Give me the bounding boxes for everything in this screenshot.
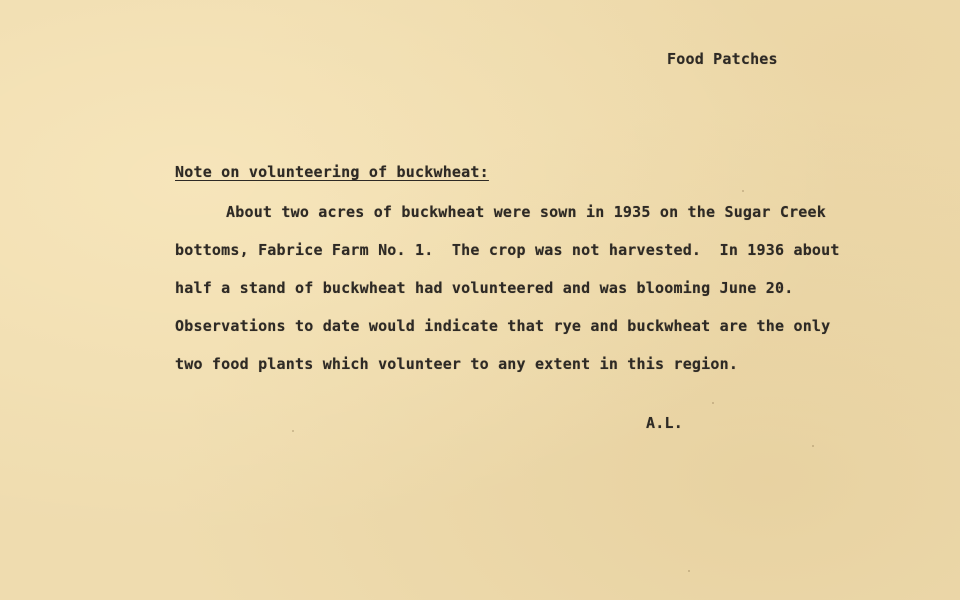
body-line-3: half a stand of buckwheat had volunteered and was blooming June 20. (175, 279, 794, 297)
body-line-2: bottoms, Fabrice Farm No. 1. The crop was not harvested. In 1936 about (175, 241, 840, 259)
paper-speck (712, 402, 714, 404)
body-line-5: two food plants which volunteer to any extent in this region. (175, 355, 739, 373)
paper-speck (292, 430, 294, 432)
paper-speck (688, 570, 690, 572)
body-line-4: Observations to date would indicate that rye and buckwheat are the only (175, 317, 831, 335)
paper-speck (742, 190, 744, 192)
body-line-1: About two acres of buckwheat were sown in 1935 on the Sugar Creek (226, 203, 826, 221)
signature-initials: A.L. (646, 414, 683, 432)
paper-speck (812, 445, 814, 447)
note-title: Note on volunteering of buckwheat: (175, 163, 489, 181)
document-header: Food Patches (667, 50, 778, 68)
